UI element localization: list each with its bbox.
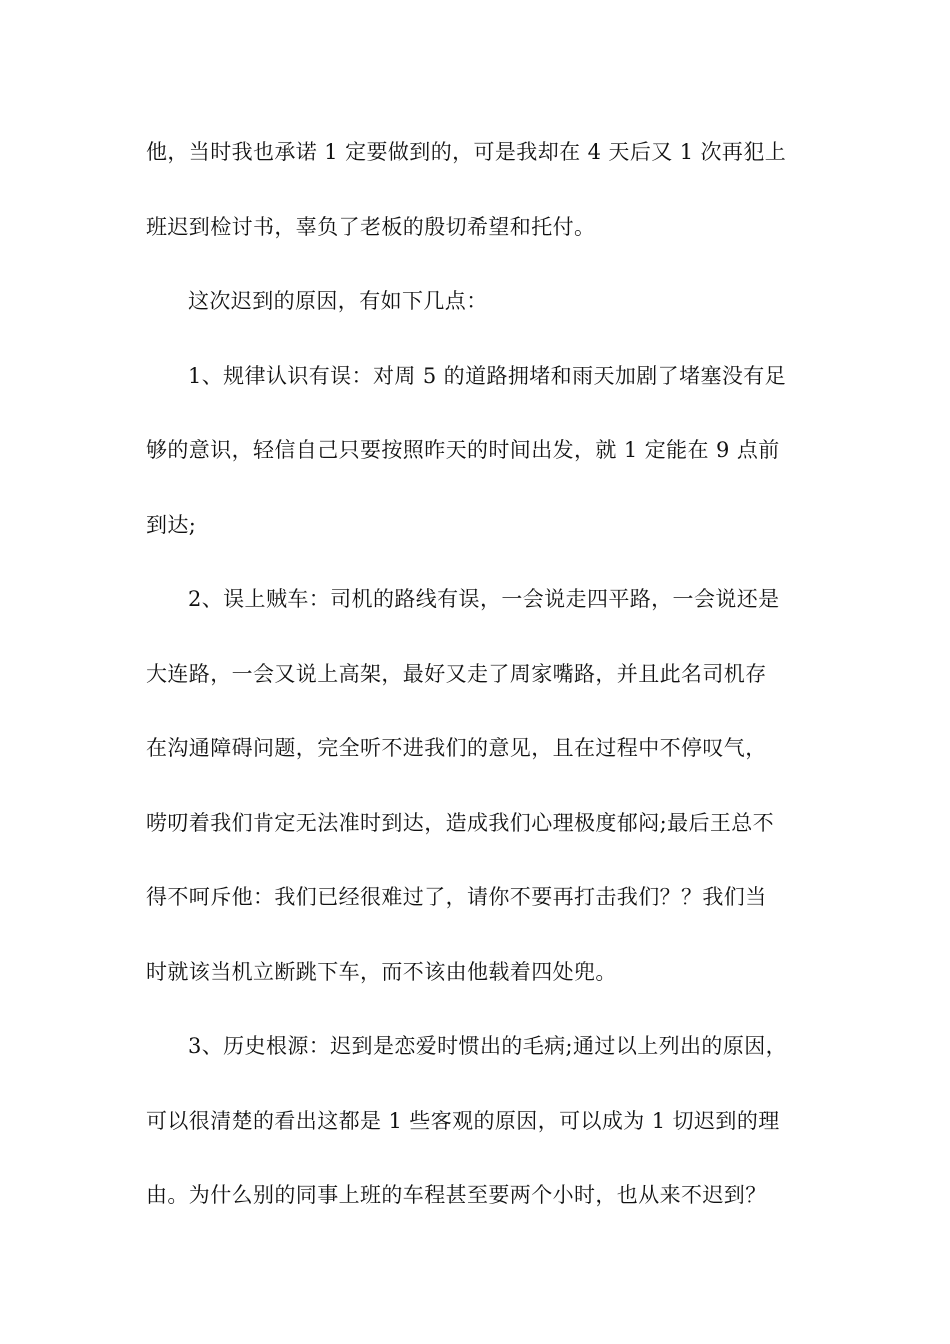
list-item-2-start: 2、误上贼车：司机的路线有误，一会说走四平路，一会说还是 (188, 587, 780, 611)
text-line: 可以很清楚的看出这都是 1 些客观的原因，可以成为 1 切迟到的理 (146, 1109, 780, 1133)
text-line: 够的意识，轻信自己只要按照昨天的时间出发，就 1 定能在 9 点前 (146, 438, 780, 462)
paragraph-intro: 这次迟到的原因，有如下几点： (188, 289, 488, 313)
text-line: 到达; (146, 513, 197, 537)
text-line: 在沟通障碍问题，完全听不进我们的意见，且在过程中不停叹气， (146, 736, 767, 760)
text-line: 由。为什么别的同事上班的车程甚至要两个小时，也从来不迟到？ (146, 1183, 767, 1207)
text-line: 得不呵斥他：我们已经很难过了，请你不要再打击我们？？我们当 (146, 885, 767, 909)
text-line: 大连路，一会又说上高架，最好又走了周家嘴路，并且此名司机存 (146, 662, 767, 686)
list-item-1-start: 1、规律认识有误：对周 5 的道路拥堵和雨天加剧了堵塞没有足 (188, 364, 787, 388)
text-line: 时就该当机立断跳下车，而不该由他载着四处兜。 (146, 960, 617, 984)
text-line: 唠叨着我们肯定无法准时到达，造成我们心理极度郁闷;最后王总不 (146, 811, 775, 835)
text-line: 他，当时我也承诺 1 定要做到的，可是我却在 4 天后又 1 次再犯上 (146, 140, 787, 164)
list-item-3-start: 3、历史根源：迟到是恋爱时惯出的毛病;通过以上列出的原因， (188, 1034, 788, 1058)
text-line: 班迟到检讨书，辜负了老板的殷切希望和托付。 (146, 215, 596, 239)
